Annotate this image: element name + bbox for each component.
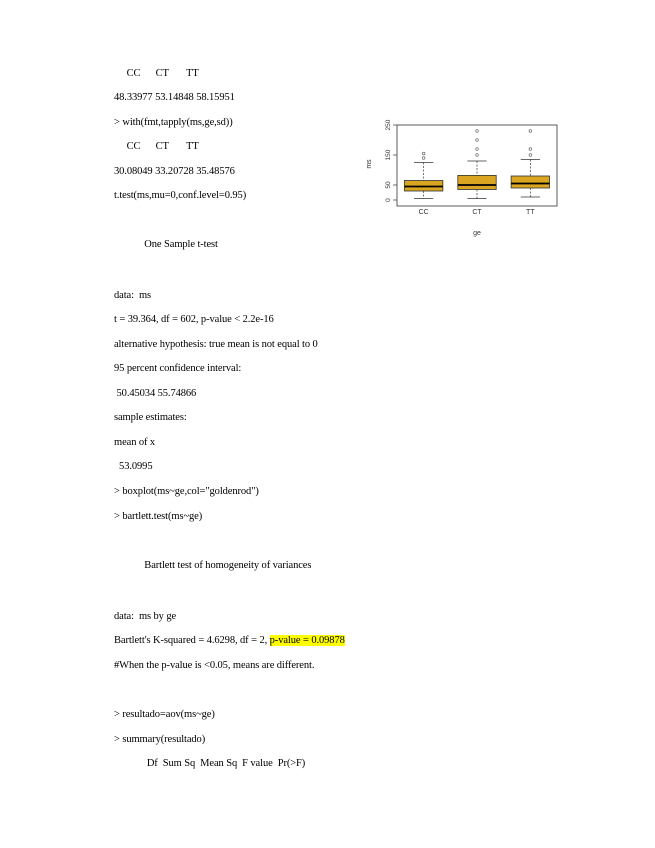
- text-line: Bartlett test of homogeneity of variances: [114, 560, 312, 571]
- text-line: #When the p-value is <0.05, means are different.: [114, 660, 315, 671]
- outlier-point: [529, 130, 532, 133]
- x-tick-label: CC: [418, 209, 429, 216]
- y-tick-label: 50: [385, 181, 392, 189]
- outlier-point: [476, 148, 479, 151]
- text-line: t = 39.364, df = 602, p-value < 2.2e-16: [114, 314, 274, 325]
- outlier-point: [422, 152, 425, 155]
- y-tick-label: 150: [385, 149, 392, 161]
- x-tick-label: CT: [472, 209, 482, 216]
- text-line: alternative hypothesis: true mean is not equal to 0: [114, 339, 318, 350]
- text-line: CC CT TT: [114, 68, 199, 79]
- highlighted-p-value: p-value = 0.09878: [269, 635, 345, 646]
- box-ct: [458, 175, 496, 189]
- text-line: 95 percent confidence interval:: [114, 363, 242, 374]
- text-line: > with(fmt,tapply(ms,ge,sd)): [114, 117, 233, 128]
- x-tick-label: TT: [526, 209, 535, 216]
- text-line: data: ms: [114, 290, 152, 301]
- outlier-point: [529, 154, 532, 157]
- text-line: sample estimates:: [114, 412, 187, 423]
- x-axis-label: ge: [473, 230, 481, 237]
- text-line: > summary(resultado): [114, 734, 206, 745]
- text-line: mean of x: [114, 437, 156, 448]
- y-tick-label: 250: [385, 119, 392, 131]
- bartlett-result-line: [114, 635, 345, 647]
- text-line: > resultado=aov(ms~ge): [114, 709, 215, 720]
- outlier-point: [476, 154, 479, 157]
- text-line: data: ms by ge: [114, 611, 177, 622]
- outlier-point: [476, 130, 479, 133]
- box-tt: [511, 176, 549, 188]
- boxplot-chart: [362, 118, 562, 240]
- text-line: Df Sum Sq Mean Sq F value Pr(>F): [114, 758, 306, 769]
- outlier-point: [422, 157, 425, 160]
- text-line: t.test(ms,mu=0,conf.level=0.95): [114, 190, 247, 201]
- text-line: > boxplot(ms~ge,col="goldenrod"): [114, 486, 259, 497]
- text-line: 53.0995: [114, 461, 153, 472]
- bartlett-statistic: Bartlett's K-squared = 4.6298, df = 2,: [114, 635, 270, 646]
- text-line: 50.45034 55.74866: [114, 388, 197, 399]
- y-tick-label: 0: [385, 198, 392, 202]
- text-line: One Sample t-test: [114, 239, 218, 250]
- boxplot-figure: [362, 118, 562, 240]
- outlier-point: [476, 139, 479, 142]
- outlier-point: [529, 148, 532, 151]
- y-axis-label: ms: [366, 159, 373, 169]
- text-line: > bartlett.test(ms~ge): [114, 511, 203, 522]
- text-line: 48.33977 53.14848 58.15951: [114, 92, 235, 103]
- text-line: 30.08049 33.20728 35.48576: [114, 166, 235, 177]
- text-line: CC CT TT: [114, 141, 199, 152]
